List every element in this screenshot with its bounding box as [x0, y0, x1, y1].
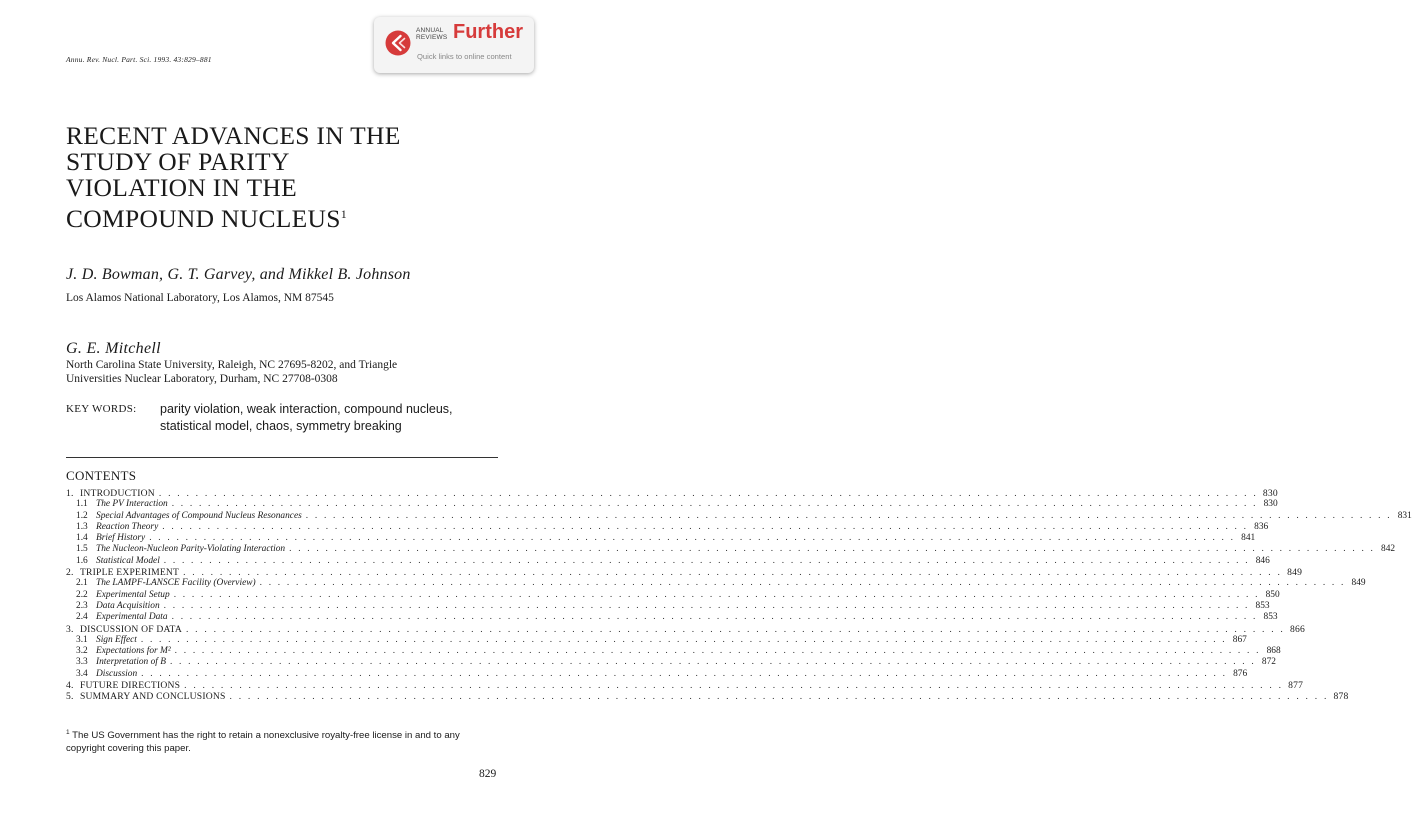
toc-entry-title: Expectations for M²	[96, 646, 171, 657]
toc-entry-title: SUMMARY AND CONCLUSIONS	[80, 691, 226, 703]
toc-entry-page: 836	[1254, 521, 1269, 532]
toc-entry-title: Reaction Theory	[96, 521, 159, 532]
toc-entry-number: 1.4	[76, 533, 88, 544]
title-line: STUDY OF PARITY	[66, 147, 290, 176]
toc-subsection-row[interactable]	[66, 589, 1280, 601]
toc-subsection-row[interactable]	[66, 600, 1270, 612]
toc-section-row[interactable]	[66, 691, 1349, 703]
toc-entry-title: DISCUSSION OF DATA	[80, 623, 182, 635]
toc-entry-number: 1.5	[76, 544, 88, 555]
toc-leader-dots: . . . . . . . . . . . . . . . . . . . . . . . . . . . . . . . . . . . . . . . . . . . . . . . . . . . . . . . . . . . . . . . . . . . . . . . . . . . . . . . . . . . . . . . . . . . . . . . . . . . . . . . . . . . . . . . . . . . . . . . .	[158, 488, 1258, 499]
toc-entry-number: 3.3	[76, 657, 88, 668]
toc-entry-page: 846	[1255, 555, 1270, 566]
toc-subsection-row[interactable]	[66, 646, 1281, 657]
journal-citation: Annu. Rev. Nucl. Part. Sci. 1993. 43:829–881	[66, 55, 212, 64]
page-number: 829	[479, 768, 497, 780]
title-line: RECENT ADVANCES IN THE	[66, 121, 401, 150]
toc-entry-page: 849	[1351, 578, 1366, 589]
title-footnote-mark: 1	[340, 207, 348, 221]
toc-section-row[interactable]	[66, 623, 1306, 635]
toc-entry-title: Experimental Setup	[96, 589, 170, 600]
toc-leader-dots: . . . . . . . . . . . . . . . . . . . . . . . . . . . . . . . . . . . . . . . . . . . . . . . . . . . . . . . . . . . . . . . . . . . . . . . . . . . . . . . . . . . . . . . . . . . . . . . . . . . . . . . . . . . . . . . . . . . . . . . .	[229, 691, 1329, 703]
title-line: VIOLATION IN THE	[66, 173, 297, 202]
toc-entry-number: 1.1	[76, 499, 88, 510]
affiliation-line: Universities Nuclear Laboratory, Durham, NC 27708-0308	[66, 373, 338, 385]
affiliation-los-alamos: Los Alamos National Laboratory, Los Alamos, NM 87545	[66, 292, 334, 304]
toc-leader-dots: . . . . . . . . . . . . . . . . . . . . . . . . . . . . . . . . . . . . . . . . . . . . . . . . . . . . . . . . . . . . . . . . . . . . . . . . . . . . . . . . . . . . . . . . . . . . . . . . . . . . . . . . . . . . . . . . . . . . . . . .	[163, 555, 1250, 566]
toc-entry-title: Discussion	[96, 668, 138, 679]
toc-leader-dots: . . . . . . . . . . . . . . . . . . . . . . . . . . . . . . . . . . . . . . . . . . . . . . . . . . . . . . . . . . . . . . . . . . . . . . . . . . . . . . . . . . . . . . . . . . . . . . . . . . . . . . . . . . . . . . . . . . . . . . . .	[183, 567, 1283, 579]
toc-entry-number: 2.1	[76, 578, 88, 589]
toc-leader-dots: . . . . . . . . . . . . . . . . . . . . . . . . . . . . . . . . . . . . . . . . . . . . . . . . . . . . . . . . . . . . . . . . . . . . . . . . . . . . . . . . . . . . . . . . . . . . . . . . . . . . . . . . . . . . . . . . . . . . . . . .	[305, 510, 1392, 521]
toc-leader-dots: . . . . . . . . . . . . . . . . . . . . . . . . . . . . . . . . . . . . . . . . . . . . . . . . . . . . . . . . . . . . . . . . . . . . . . . . . . . . . . . . . . . . . . . . . . . . . . . . . . . . . . . . . . . . . . . . . . . . . . . .	[259, 578, 1346, 589]
toc-leader-dots: . . . . . . . . . . . . . . . . . . . . . . . . . . . . . . . . . . . . . . . . . . . . . . . . . . . . . . . . . . . . . . . . . . . . . . . . . . . . . . . . . . . . . . . . . . . . . . . . . . . . . . . . . . . . . . . . . . . . . . . .	[162, 521, 1249, 532]
toc-entry-page: 878	[1333, 691, 1349, 703]
toc-entry-page: 867	[1232, 634, 1247, 645]
author-mitchell: G. E. Mitchell	[66, 340, 161, 357]
toc-entry-title: Sign Effect	[96, 634, 137, 645]
toc-entry-page: 831	[1397, 510, 1412, 521]
toc-entry-page: 868	[1266, 646, 1281, 657]
affiliation-line: North Carolina State University, Raleigh, NC 27695-8202, and Triangle	[66, 359, 398, 371]
toc-leader-dots: . . . . . . . . . . . . . . . . . . . . . . . . . . . . . . . . . . . . . . . . . . . . . . . . . . . . . . . . . . . . . . . . . . . . . . . . . . . . . . . . . . . . . . . . . . . . . . . . . . . . . . . . . . . . . . . . . . . . . . . .	[141, 668, 1228, 679]
toc-subsection-row[interactable]	[66, 578, 1366, 589]
key-words-list	[160, 401, 500, 435]
key-words-label: KEY WORDS:	[66, 403, 137, 415]
toc-entry-number: 2.	[66, 567, 74, 579]
toc-leader-dots: . . . . . . . . . . . . . . . . . . . . . . . . . . . . . . . . . . . . . . . . . . . . . . . . . . . . . . . . . . . . . . . . . . . . . . . . . . . . . . . . . . . . . . . . . . . . . . . . . . . . . . . . . . . . . . . . . . . . . . . .	[149, 533, 1236, 544]
toc-leader-dots: . . . . . . . . . . . . . . . . . . . . . . . . . . . . . . . . . . . . . . . . . . . . . . . . . . . . . . . . . . . . . . . . . . . . . . . . . . . . . . . . . . . . . . . . . . . . . . . . . . . . . . . . . . . . . . . . . . . . . . . .	[163, 600, 1250, 611]
toc-entry-page: 850	[1265, 589, 1280, 600]
reviews-label: REVIEWS	[416, 34, 448, 41]
toc-entry-title: Data Acquisition	[96, 600, 160, 611]
toc-entry-page: 841	[1241, 533, 1256, 544]
toc-entry-title: The LAMPF-LANSCE Facility (Overview)	[96, 578, 256, 589]
annual-reviews-wordmark	[416, 27, 447, 41]
toc-subsection-row[interactable]	[66, 521, 1269, 533]
toc-subsection-row[interactable]	[66, 510, 1412, 522]
toc-leader-dots: . . . . . . . . . . . . . . . . . . . . . . . . . . . . . . . . . . . . . . . . . . . . . . . . . . . . . . . . . . . . . . . . . . . . . . . . . . . . . . . . . . . . . . . . . . . . . . . . . . . . . . . . . . . . . . . . . . . . . . . .	[169, 657, 1256, 668]
contents-heading: CONTENTS	[66, 468, 137, 483]
toc-entry-title: INTRODUCTION	[80, 488, 155, 499]
footnote	[66, 726, 498, 755]
toc-entry-number: 3.	[66, 623, 74, 635]
toc-entry-page: 866	[1290, 623, 1306, 635]
quick-links-tagline: Quick links to online content	[417, 52, 512, 61]
toc-entry-number: 5.	[66, 691, 74, 703]
key-words-line: statistical model, chaos, symmetry breaking	[160, 419, 402, 433]
further-label: Further	[453, 21, 523, 43]
toc-section-row[interactable]	[66, 567, 1303, 579]
toc-entry-page: 853	[1255, 600, 1270, 611]
table-of-contents	[66, 488, 1412, 703]
toc-entry-title: Brief History	[96, 533, 146, 544]
toc-entry-title: Statistical Model	[96, 555, 160, 566]
toc-entry-page: 853	[1263, 612, 1278, 623]
toc-entry-number: 2.2	[76, 589, 88, 600]
toc-entry-title: The Nucleon-Nucleon Parity-Violating Interaction	[96, 544, 286, 555]
toc-entry-page: 872	[1261, 657, 1276, 668]
key-words-line: parity violation, weak interaction, compound nucleus,	[160, 402, 453, 416]
toc-entry-number: 1.	[66, 488, 74, 499]
annual-reviews-further-badge[interactable]	[374, 17, 534, 73]
toc-leader-dots: . . . . . . . . . . . . . . . . . . . . . . . . . . . . . . . . . . . . . . . . . . . . . . . . . . . . . . . . . . . . . . . . . . . . . . . . . . . . . . . . . . . . . . . . . . . . . . . . . . . . . . . . . . . . . . . . . . . . . . . .	[184, 680, 1284, 692]
toc-entry-title: TRIPLE EXPERIMENT	[80, 567, 180, 579]
toc-entry-number: 3.1	[76, 634, 88, 645]
title-line	[66, 201, 506, 232]
toc-entry-title: The PV Interaction	[96, 499, 168, 510]
footnote-mark: 1	[66, 729, 70, 736]
toc-entry-title: Special Advantages of Compound Nucleus Resonances	[96, 510, 302, 521]
toc-entry-page: 877	[1288, 680, 1304, 692]
toc-subsection-row[interactable]	[66, 499, 1278, 510]
toc-leader-dots: . . . . . . . . . . . . . . . . . . . . . . . . . . . . . . . . . . . . . . . . . . . . . . . . . . . . . . . . . . . . . . . . . . . . . . . . . . . . . . . . . . . . . . . . . . . . . . . . . . . . . . . . . . . . . . . . . . . . . . . .	[140, 634, 1227, 645]
toc-leader-dots: . . . . . . . . . . . . . . . . . . . . . . . . . . . . . . . . . . . . . . . . . . . . . . . . . . . . . . . . . . . . . . . . . . . . . . . . . . . . . . . . . . . . . . . . . . . . . . . . . . . . . . . . . . . . . . . . . . . . . . . .	[289, 544, 1376, 555]
toc-leader-dots: . . . . . . . . . . . . . . . . . . . . . . . . . . . . . . . . . . . . . . . . . . . . . . . . . . . . . . . . . . . . . . . . . . . . . . . . . . . . . . . . . . . . . . . . . . . . . . . . . . . . . . . . . . . . . . . . . . . . . . . .	[171, 499, 1258, 510]
toc-entry-page: 830	[1263, 499, 1278, 510]
toc-entry-title: FUTURE DIRECTIONS	[80, 680, 181, 692]
section-divider	[66, 457, 498, 458]
toc-entry-number: 4.	[66, 680, 74, 692]
toc-leader-dots: . . . . . . . . . . . . . . . . . . . . . . . . . . . . . . . . . . . . . . . . . . . . . . . . . . . . . . . . . . . . . . . . . . . . . . . . . . . . . . . . . . . . . . . . . . . . . . . . . . . . . . . . . . . . . . . . . . . . . . . .	[185, 623, 1286, 635]
toc-subsection-row[interactable]	[66, 533, 1256, 544]
toc-subsection-row[interactable]	[66, 544, 1396, 555]
toc-section-row[interactable]	[66, 488, 1278, 499]
toc-entry-page: 830	[1262, 488, 1278, 499]
toc-entry-number: 1.3	[76, 521, 88, 532]
toc-subsection-row[interactable]	[66, 612, 1278, 623]
affiliation-ncsu	[66, 358, 397, 386]
toc-entry-number: 3.4	[76, 668, 88, 679]
toc-entry-page: 842	[1381, 544, 1396, 555]
toc-leader-dots: . . . . . . . . . . . . . . . . . . . . . . . . . . . . . . . . . . . . . . . . . . . . . . . . . . . . . . . . . . . . . . . . . . . . . . . . . . . . . . . . . . . . . . . . . . . . . . . . . . . . . . . . . . . . . . . . . . . . . . . .	[171, 612, 1258, 623]
toc-entry-number: 3.2	[76, 646, 88, 657]
authors-line: J. D. Bowman, G. T. Garvey, and Mikkel B. Johnson	[66, 266, 411, 283]
toc-subsection-row[interactable]	[66, 657, 1276, 668]
footnote-text: The US Government has the right to retain a nonexclusive royalty-free license in and to any copyright covering this paper.	[66, 730, 460, 755]
annual-label: ANNUAL	[416, 27, 444, 34]
toc-leader-dots: . . . . . . . . . . . . . . . . . . . . . . . . . . . . . . . . . . . . . . . . . . . . . . . . . . . . . . . . . . . . . . . . . . . . . . . . . . . . . . . . . . . . . . . . . . . . . . . . . . . . . . . . . . . . . . . . . . . . . . . .	[173, 589, 1260, 600]
toc-leader-dots: . . . . . . . . . . . . . . . . . . . . . . . . . . . . . . . . . . . . . . . . . . . . . . . . . . . . . . . . . . . . . . . . . . . . . . . . . . . . . . . . . . . . . . . . . . . . . . . . . . . . . . . . . . . . . . . . . . . . . . . .	[174, 646, 1261, 657]
toc-subsection-row[interactable]	[66, 668, 1248, 680]
toc-section-row[interactable]	[66, 680, 1304, 692]
toc-entry-number: 2.4	[76, 612, 88, 623]
article-title	[66, 123, 506, 232]
annual-reviews-logo-icon	[385, 30, 411, 56]
toc-subsection-row[interactable]	[66, 634, 1247, 646]
toc-entry-number: 2.3	[76, 600, 88, 611]
toc-subsection-row[interactable]	[66, 555, 1270, 567]
toc-entry-title: Experimental Data	[96, 612, 168, 623]
title-line-text: COMPOUND NUCLEUS	[66, 204, 341, 233]
toc-entry-title: Interpretation of B	[96, 657, 166, 668]
toc-entry-page: 849	[1287, 567, 1303, 579]
toc-entry-number: 1.6	[76, 555, 88, 566]
toc-entry-number: 1.2	[76, 510, 88, 521]
toc-entry-page: 876	[1233, 668, 1248, 679]
